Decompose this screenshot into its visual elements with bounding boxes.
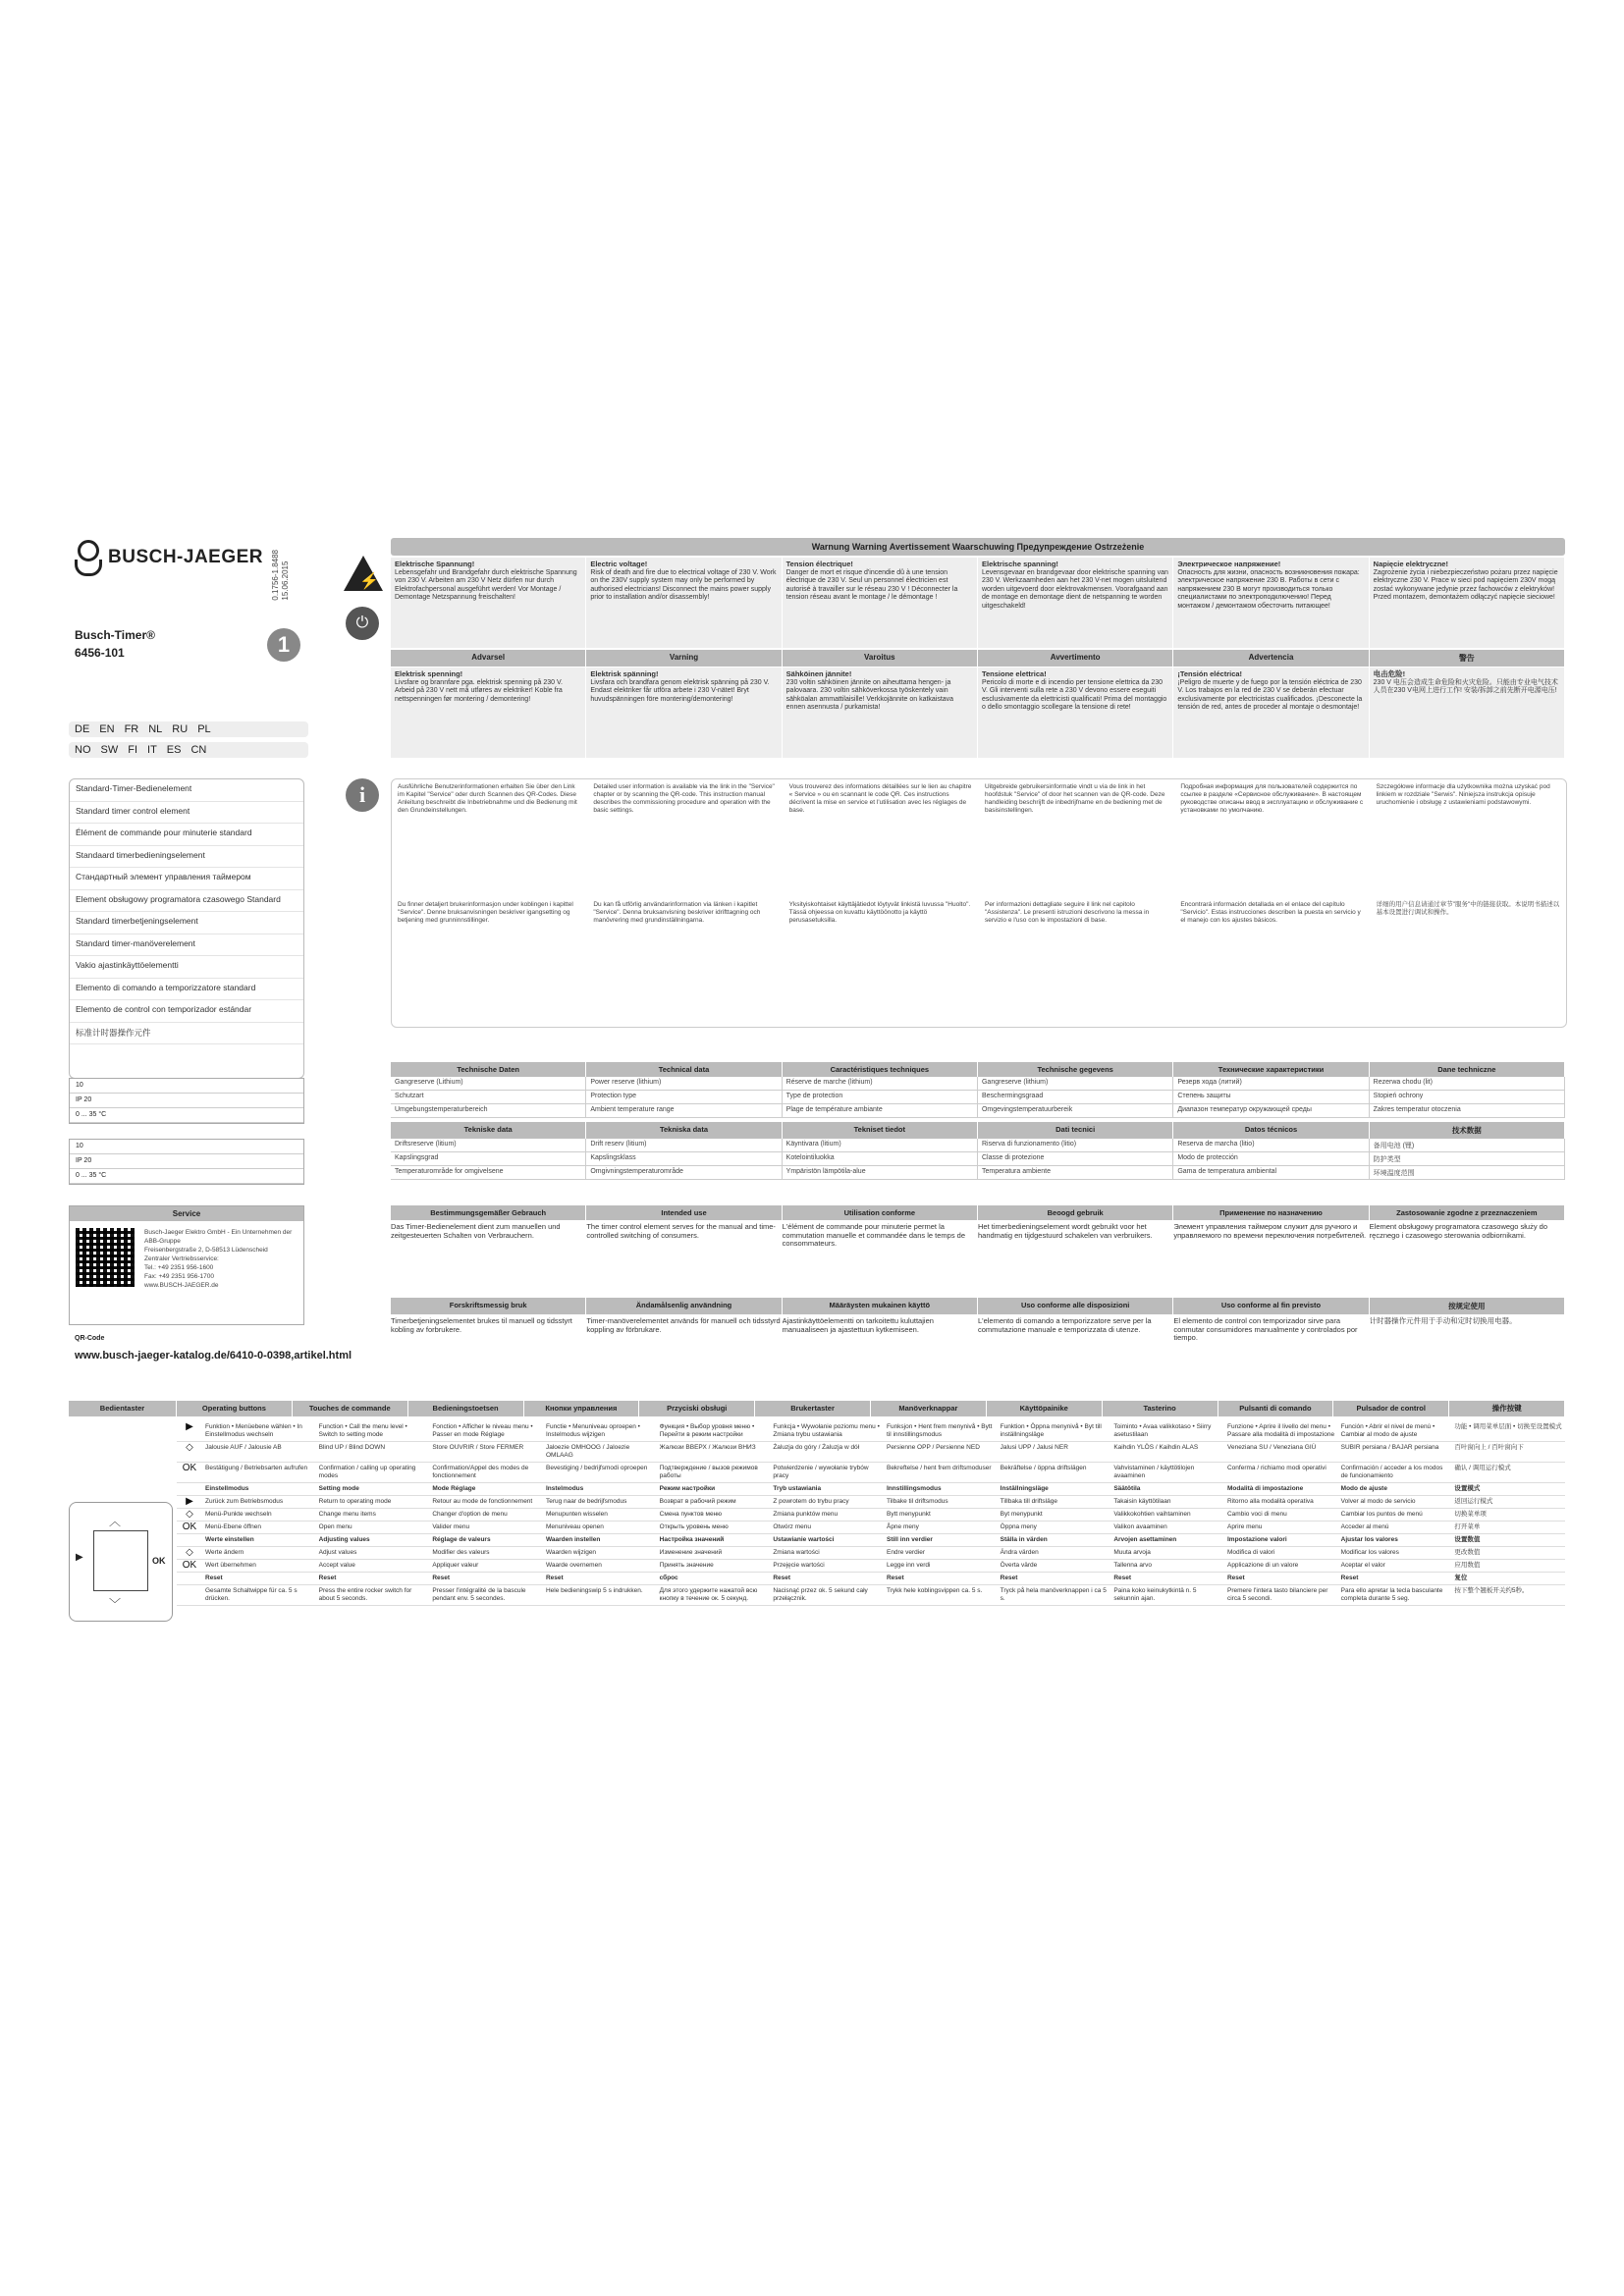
op-symbol-11: [177, 1585, 202, 1606]
operation-table: [177, 1421, 1565, 1606]
op-cell: Accept value: [316, 1560, 430, 1573]
op-cell: Jalusi UPP / Jalusi NER: [998, 1442, 1111, 1463]
list-item: Standaard timerbedieningselement: [70, 846, 303, 869]
intended-use-table-2: Forskriftsmessig bruk Ändamålsenlig användning Määräysten mukainen käyttö Uso conforme alle disposizioni Uso conforme al fin previsto 按规定使用 Timerbetjeningselementet brukes til manuell og tidsstyrt kobling av forbrukere. Timer-manöverelementet används för manuell och tidsstyrd koppling av förbrukare. Ajastinkäyttöelementti on tarkoitettu kuluttajien manuaaliseen ja ajastettuun kytkemiseen. L'elemento di comando a temporizzatore serve per la commutazione manuale e temporizzata di utenze. El elemento de control con temporizador sirve para conmutar consumidores manualmente y controlados por tiempo. 计时器操作元件用于手动和定时切换用电器。: [391, 1298, 1565, 1360]
op-cell: Potwierdzenie / wywołanie trybów pracy: [770, 1463, 884, 1483]
op-cell: Modifica di valori: [1224, 1547, 1338, 1560]
op-cell: Bevestiging / bedrijfsmodi oproepen: [543, 1463, 657, 1483]
op-cell: Applicazione di un valore: [1224, 1560, 1338, 1573]
op-cell: SUBIR persiana / BAJAR persiana: [1338, 1442, 1452, 1463]
op-cell: Change menu items: [316, 1509, 430, 1522]
op-cell: Открыть уровень меню: [657, 1522, 771, 1534]
op-cell: Confirmación / acceder a los modos de funcionamiento: [1338, 1463, 1452, 1483]
op-cell: Ajustar los valores: [1338, 1534, 1452, 1547]
op-cell: Cambio voci di menu: [1224, 1509, 1338, 1522]
op-cell: Reset: [543, 1573, 657, 1585]
op-cell: 按下整个翘板开关约5秒。: [1451, 1585, 1565, 1606]
device-illustration: [69, 1502, 173, 1622]
warning-cell: Tensione elettrica! Pericolo di morte e di incendio per tensione elettrica da 230 V. Gli interventi sulla rete a 230 V devono essere eseguiti esclusivamente da elettricisti qualificati! Prima del montaggio o dello smontaggio scollegare la tensione di rete!: [978, 667, 1173, 758]
op-cell: Przejęcie wartości: [770, 1560, 884, 1573]
op-cell: Confirmation / calling up operating modes: [316, 1463, 430, 1483]
op-cell: 打开菜单: [1451, 1522, 1565, 1534]
list-item: Стандартный элемент управления таймером: [70, 868, 303, 890]
op-cell: Einstellmodus: [202, 1483, 316, 1496]
op-cell: 切换菜单项: [1451, 1509, 1565, 1522]
op-cell: Reset: [316, 1573, 430, 1585]
warning-cell: Sähköinen jännite! 230 voltin sähköinen jännite on aiheuttama hengen- ja palovaara. 230 voltin sähköverkossa työskentely vain sähköalan ammattilaisille! Verkkojännite on katkaistava ennen asennusta / purkamista!: [783, 667, 978, 758]
product-title: Busch-Timer®: [75, 628, 155, 642]
qr-code-icon[interactable]: [76, 1228, 135, 1287]
op-cell: Vahvistaminen / käyttötilojen avaaminen: [1110, 1463, 1224, 1483]
op-cell: Waarden wijzigen: [543, 1547, 657, 1560]
lightning-icon: ⚡: [359, 573, 379, 590]
op-cell: Toiminto • Avaa valikkotaso • Siirry asetustilaan: [1110, 1421, 1224, 1442]
warning-cell: Elektrische spanning! Levensgevaar en brandgevaar door elektrische spanning van 230 V. Werkzaamheden aan het 230 V-net mogen uitsluitend worden uitgevoerd door elektrovakmensen. Voorafgaand aan de montage en demontage dient de netspanning te worden uitgeschakeld!: [978, 558, 1173, 648]
op-cell: Menü-Punkte wechseln: [202, 1509, 316, 1522]
warning-cell: Электрическое напряжение! Опасность для жизни, опасность возникновения пожара: электрическое напряжение 230 В. Работы в сети с напряжением 230 В могут производиться только специалистами по электроподключению! Перед монтажом / демонтажом обесточить питающее!: [1173, 558, 1369, 648]
op-cell: Waarde overnemen: [543, 1560, 657, 1573]
qr-label: QR-Code: [75, 1335, 105, 1342]
op-cell: Принять значение: [657, 1560, 771, 1573]
op-cell: Inställningsläge: [998, 1483, 1111, 1496]
op-cell: Åpne meny: [884, 1522, 998, 1534]
op-cell: Arvojen asettaminen: [1110, 1534, 1224, 1547]
op-cell: Жалюзи ВВЕРХ / Жалюзи ВНИЗ: [657, 1442, 771, 1463]
warning-cell: Napięcie elektryczne! Zagrożenie życia i niebezpieczeństwo pożaru przez napięcie elektryczne 230 V. Prace w sieci pod napięciem 230V mogą zostać wykonywane jedynie przez fachowców z elektryków! Przed montażem, demontażem odłączyć napięcie sieciowe!: [1370, 558, 1565, 648]
op-cell: Takaisin käyttötilaan: [1110, 1496, 1224, 1509]
op-cell: Reset: [998, 1573, 1111, 1585]
op-cell: Funzione • Aprire il livello del menu • Passare alla modalità di impostazione: [1224, 1421, 1338, 1442]
op-cell: Возврат в рабочий режим: [657, 1496, 771, 1509]
op-cell: Menupunten wisselen: [543, 1509, 657, 1522]
table-row: Umgebungstemperaturbereich Ambient temperature range Plage de température ambiante Omgevingstemperatuurbereik Диапазон температур окружающей среды Zakres temperatur otoczenia: [391, 1104, 1565, 1118]
doc-code: 0.1756-1.8488 15.06.2015: [271, 550, 290, 601]
op-cell: Valikon avaaminen: [1110, 1522, 1224, 1534]
op-cell: Aprire menu: [1224, 1522, 1338, 1534]
op-cell: Appliquer valeur: [429, 1560, 543, 1573]
op-cell: Bytt menypunkt: [884, 1509, 998, 1522]
op-cell: Muuta arvoja: [1110, 1547, 1224, 1560]
op-cell: Reset: [1338, 1573, 1452, 1585]
play-arrow-icon: ▶: [76, 1552, 83, 1563]
op-cell: Acceder al menú: [1338, 1522, 1452, 1534]
op-cell: Tryck på hela manöverknappen i ca 5 s.: [998, 1585, 1111, 1606]
tech-values-box-1: 10 IP 20 0 ... 35 °C: [69, 1078, 304, 1124]
op-cell: Instelmodus: [543, 1483, 657, 1496]
op-symbol-1: ◇: [177, 1442, 202, 1463]
service-contact: Busch-Jaeger Elektro GmbH - Ein Unternehmen der ABB-Gruppe Freisenbergstraße 2, D-58513 Lüdenscheid Zentraler Vertriebsservice: Tel.: +49 2351 956-1600 Fax: +49 2351 956-1700 www.BUSCH-JAEGER.de: [144, 1229, 293, 1289]
warning-cell: Electric voltage! Risk of death and fire due to electrical voltage of 230 V. Work on the 230V supply system may only be performed by authorised electricians! Disconnect the mains power supply prior to installation and/or disassembly!: [586, 558, 782, 648]
list-item: Element obsługowy programatora czasowego Standard: [70, 890, 303, 913]
chevron-down-icon: ﹀: [109, 1597, 122, 1611]
op-cell: Werte einstellen: [202, 1534, 316, 1547]
list-item: Elemento de control con temporizador estándar: [70, 1000, 303, 1023]
disconnect-power-icon: ⏻: [346, 607, 379, 640]
op-cell: Menü-Ebene öffnen: [202, 1522, 316, 1534]
op-cell: 确认 / 调用运行模式: [1451, 1463, 1565, 1483]
service-header: Service: [70, 1206, 303, 1221]
info-icon: i: [346, 778, 379, 812]
brand-name: BUSCH-JAEGER: [108, 547, 264, 567]
warning-subheaders: Advarsel Varning Varoitus Avvertimento Advertencia 警告: [391, 650, 1565, 667]
op-cell: Zmiana wartości: [770, 1547, 884, 1560]
list-item: Standard-Timer-Bedienelement: [70, 779, 303, 802]
op-cell: сброс: [657, 1573, 771, 1585]
op-cell: Jaloezie OMHOOG / Jaloezie OMLAAG: [543, 1442, 657, 1463]
op-cell: Tillbaka till driftsläge: [998, 1496, 1111, 1509]
op-cell: Bekreftelse / hent frem driftsmoduser: [884, 1463, 998, 1483]
op-cell: Función • Abrir el nivel de menú • Cambiar al modo de ajuste: [1338, 1421, 1452, 1442]
op-cell: Blind UP / Blind DOWN: [316, 1442, 430, 1463]
op-cell: Para ello apretar la tecla basculante completa durante 5 seg.: [1338, 1585, 1452, 1606]
op-cell: Adjusting values: [316, 1534, 430, 1547]
table-row: Gangreserve (Lithium) Power reserve (lithium) Réserve de marche (lithium) Gangreserve (lithium) Резерв хода (литий) Rezerwa chodu (lit): [391, 1077, 1565, 1091]
tech-data-table-2: Tekniske data Tekniska data Tekniset tiedot Dati tecnici Datos técnicos 技术数据 Driftsreserve (litium) Drift reserv (litium) Käyntivara (litium) Riserva di funzionamento (litio) Reserva de marcha (litio) 备用电池 (锂) Kapslingsgrad Kapslingsklass Kotelointiluokka Classe di protezione Modo de protección 防护类型 Temperaturområde for omgivelsene Omgivningstemperaturområde Ympäristön lämpötila-alue Temperatura ambiente Gama de temperatura ambiental 环境温度范围: [391, 1122, 1565, 1180]
op-cell: Reset: [770, 1573, 884, 1585]
op-symbol-5: ◇: [177, 1509, 202, 1522]
op-cell: Modificar los valores: [1338, 1547, 1452, 1560]
op-symbol-0: ▶: [177, 1421, 202, 1442]
op-cell: 设置数值: [1451, 1534, 1565, 1547]
op-cell: Return to operating mode: [316, 1496, 430, 1509]
op-cell: Nacisnąć przez ok. 5 sekund cały przełącznik.: [770, 1585, 884, 1606]
op-cell: Innstillingsmodus: [884, 1483, 998, 1496]
op-cell: Режим настройки: [657, 1483, 771, 1496]
list-item: Élément de commande pour minuterie standard: [70, 824, 303, 846]
op-cell: 返回运行模式: [1451, 1496, 1565, 1509]
op-cell: Ustawianie wartości: [770, 1534, 884, 1547]
busch-jaeger-logo-icon: [75, 538, 100, 577]
op-cell: Jalousie AUF / Jalousie AB: [202, 1442, 316, 1463]
op-cell: Changer d'option de menu: [429, 1509, 543, 1522]
intended-use-table-1: Bestimmungsgemäßer Gebrauch Intended use Utilisation conforme Beoogd gebruik Применение по назначению Zastosowanie zgodne z przeznaczeniem Das Timer-Bedienelement dient zum manuellen und zeitgesteuerten Schalten von Verbrauchern. The timer control element serves for the manual and time-controlled switching of consumers. L'élément de commande pour minuterie permet la commutation manuelle et commandée dans le temps de consommateurs. Het timerbedieningselement wordt gebruikt voor het handmatig en tijdgestuurd schakelen van verbruikers. Элемент управления таймером служит для ручного и управляемого по времени переключения потребителей. Element obsługowy programatora czasowego służy do ręcznego i czasowego sterowania odbiornikami.: [391, 1205, 1565, 1265]
op-cell: Kaihdin YLÖS / Kaihdin ALAS: [1110, 1442, 1224, 1463]
warning-header: Warnung Warning Avertissement Waarschuwing Предупреждение Ostrzeżenie: [391, 538, 1565, 556]
product-number: 6456-101: [75, 646, 125, 660]
catalog-link[interactable]: www.busch-jaeger-katalog.de/6410-0-0398,artikel.html: [75, 1350, 352, 1362]
op-cell: Hele bedieningswip 5 s indrukken.: [543, 1585, 657, 1606]
op-cell: Paina koko keinukytkintä n. 5 sekunnin ajan.: [1110, 1585, 1224, 1606]
op-cell: Valider menu: [429, 1522, 543, 1534]
op-cell: Reset: [884, 1573, 998, 1585]
service-box: [69, 1205, 304, 1325]
op-cell: Z powrotem do trybu pracy: [770, 1496, 884, 1509]
warning-cell: Elektrisk spänning! Livsfara och brandfara genom elektrisk spänning på 230 V. Endast elektriker får utföra arbete i 230 V-nätet! Bryt huvudspänningen före montering/demontering!: [586, 667, 782, 758]
tech-values-box-2: 10 IP 20 0 ... 35 °C: [69, 1139, 304, 1185]
op-cell: Tallenna arvo: [1110, 1560, 1224, 1573]
op-cell: Mode Réglage: [429, 1483, 543, 1496]
list-item: Elemento di comando a temporizzatore standard: [70, 979, 303, 1001]
warning-cell: ¡Tensión eléctrica! ¡Peligro de muerte y de fuego por la tensión eléctrica de 230 V. Los trabajos en la red de 230 V se deberán efectuar exclusivamente por electricistas cualificados. ¡Desconecte la tensión de red, antes de proceder al montaje o desmontaje!: [1173, 667, 1369, 758]
op-cell: Подтверждение / вызов режимов работы: [657, 1463, 771, 1483]
warning-row-1: [391, 558, 1565, 648]
op-cell: Otwórz menu: [770, 1522, 884, 1534]
op-cell: Terug naar de bedrijfsmodus: [543, 1496, 657, 1509]
op-cell: Överta värde: [998, 1560, 1111, 1573]
language-row-2: NO SW FI IT ES CN: [69, 742, 308, 758]
op-cell: Modalità di impostazione: [1224, 1483, 1338, 1496]
op-cell: Press the entire rocker switch for about 5 seconds.: [316, 1585, 430, 1606]
op-cell: Confirmation/Appel des modes de fonctionnement: [429, 1463, 543, 1483]
op-cell: Trykk hele koblingsvippen ca. 5 s.: [884, 1585, 998, 1606]
op-cell: Function • Call the menu level • Switch to setting mode: [316, 1421, 430, 1442]
op-cell: Wert übernehmen: [202, 1560, 316, 1573]
warning-cell: Elektrisk spenning! Livsfare og brannfare pga. elektrisk spenning på 230 V. Arbeid på 230 V nett må utføres av elektriker! Koble fra nettspenningen før montering / demontering!: [391, 667, 586, 758]
step-badge: 1: [267, 628, 300, 662]
info-box: Ausführliche Benutzerinformationen erhalten Sie über den Link im Kapitel "Service" oder durch Scannen des QR-Codes. Diese Anleitung beschreibt die Inbetriebnahme und die Bedienung mit den Grundeinstellungen. Detailed user information is available via the link in the "Service" chapter or by scanning the QR-code. This instruction manual describes the commissioning procedure and operation with the basic settings. Vous trouverez des informations détaillées sur le lien au chapitre « Service » ou en scannant le code QR. Ces instructions décrivent la mise en service et l'utilisation avec les réglages de base. Uitgebreide gebruikersinformatie vindt u via de link in het hoofdstuk "Service" of door het scannen van de QR-code. Deze handleiding beschrijft de inbedrijfname en de bediening met de basisinstellingen. Подробная информация для пользователей содержится по ссылке в разделе «Сервисное обслуживание». В настоящем руководстве описаны ввод в эксплуатацию и обслуживание с установками по умолчанию. Szczegółowe informacje dla użytkownika można uzyskać pod linkiem w rozdziale "Serwis". Niniejsza instrukcja opisuje uruchomienie i obsługę z ustawieniami podstawowymi. Du finner detaljert brukerinformasjon under koblingen i kapittel "Service". Denne bruksanvisningen beskriver igangsetting og betjening med grunninnstillinger. Du kan få utförlig användarinformation via länken i kapitlet "Service". Denna bruksanvisning beskriver idrifttagning och manövrering med grundinställningarna. Yksityiskohtaiset käyttäjätiedot löytyvät linkistä luvussa "Huolto". Tässä ohjeessa on kuvattu käyttöönotto ja käyttö perusasetuksilla. Per informazioni dettagliate seguire il link nel capitolo "Assistenza". Le presenti istruzioni descrivono la messa in servizio e l'uso con le impostazioni di base. Encontrará información detallada en el enlace del capítulo "Servicio". Estas instrucciones describen la puesta en servicio y el manejo con los ajustes básicos. 详细的用户信息请通过章节"服务"中的链接获取。本说明书描述以基本设置进行调试和操作。: [391, 778, 1567, 1028]
op-symbol-3: [177, 1483, 202, 1496]
op-cell: Säätötila: [1110, 1483, 1224, 1496]
op-cell: Funktion • Menüebene wählen • In Einstellmodus wechseln: [202, 1421, 316, 1442]
op-cell: Open menu: [316, 1522, 430, 1534]
op-cell: Cambiar los puntos de menú: [1338, 1509, 1452, 1522]
list-item: Standard timer control element: [70, 802, 303, 825]
list-item: 标准计时器操作元件: [70, 1023, 303, 1045]
op-cell: Zurück zum Betriebsmodus: [202, 1496, 316, 1509]
op-cell: 设置模式: [1451, 1483, 1565, 1496]
op-cell: Still inn verdier: [884, 1534, 998, 1547]
brand-logo: [75, 538, 263, 577]
op-cell: Menuniveau openen: [543, 1522, 657, 1534]
op-cell: Funkcja • Wywołanie poziomu menu • Zmiana trybu ustawiania: [770, 1421, 884, 1442]
op-symbol-7: [177, 1534, 202, 1547]
language-row-1: DE EN FR NL RU PL: [69, 721, 308, 737]
op-cell: Réglage de valeurs: [429, 1534, 543, 1547]
operation-header: Bedientaster Operating buttons Touches de commande Bedieningstoetsen Кнопки управления Przyciski obsługi Brukertaster Manöverknappar Käyttöpainike Tasterino Pulsanti di comando Pulsador de control 操作按键: [69, 1401, 1565, 1416]
op-cell: Volver al modo de servicio: [1338, 1496, 1452, 1509]
list-item: Standard timer-manöverelement: [70, 934, 303, 957]
op-cell: Presser l'intégralité de la bascule pendant env. 5 secondes.: [429, 1585, 543, 1606]
op-cell: Modo de ajuste: [1338, 1483, 1452, 1496]
list-item: Standard timerbetjeningselement: [70, 912, 303, 934]
op-symbol-8: ◇: [177, 1547, 202, 1560]
op-cell: Reset: [202, 1573, 316, 1585]
op-cell: Adjust values: [316, 1547, 430, 1560]
warning-cell: 电击危险! 230 V 电压会造成生命危险和火灾危险。只能由专业电气技术人员在230 V电网上进行工作! 安装/拆卸之前先断开电源电压!: [1370, 667, 1565, 758]
op-cell: Reset: [1224, 1573, 1338, 1585]
op-cell: Werte ändern: [202, 1547, 316, 1560]
op-cell: Setting mode: [316, 1483, 430, 1496]
op-cell: 复位: [1451, 1573, 1565, 1585]
op-cell: Żaluzja do góry / Żaluzja w dół: [770, 1442, 884, 1463]
op-cell: Funktion • Öppna menynivå • Byt till inställningsläge: [998, 1421, 1111, 1442]
op-symbol-4: ▶: [177, 1496, 202, 1509]
op-cell: Waarden instellen: [543, 1534, 657, 1547]
op-cell: Ställa in värden: [998, 1534, 1111, 1547]
element-name-list: [69, 778, 304, 1079]
op-cell: Tryb ustawiania: [770, 1483, 884, 1496]
op-symbol-2: OK: [177, 1463, 202, 1483]
op-cell: Retour au mode de fonctionnement: [429, 1496, 543, 1509]
op-cell: 百叶窗向上 / 百叶窗向下: [1451, 1442, 1565, 1463]
warning-row-2: [391, 667, 1565, 758]
op-cell: Conferma / richiamo modi operativi: [1224, 1463, 1338, 1483]
op-cell: Funksjon • Hent frem menynivå • Bytt til innstillingsmodus: [884, 1421, 998, 1442]
tech-data-table-1: Technische Daten Technical data Caractéristiques techniques Technische gegevens Технические характеристики Dane techniczne Gangreserve (Lithium) Power reserve (lithium) Réserve de marche (lithium) Gangreserve (lithium) Резерв хода (литий) Rezerwa chodu (lit) Schutzart Protection type Type de protection Beschermingsgraad Степень защиты Stopień ochrony Umgebungstemperaturbereich Ambient temperature range Plage de température ambiante Omgevingstemperatuurbereik Диапазон температур окружающей среды Zakres temperatur otoczenia: [391, 1062, 1565, 1118]
op-cell: Öppna meny: [998, 1522, 1111, 1534]
op-cell: Veneziana SU / Veneziana GIÙ: [1224, 1442, 1338, 1463]
op-cell: Fonction • Afficher le niveau menu • Passer en mode Réglage: [429, 1421, 543, 1442]
op-cell: Premere l'intera tasto bilanciere per circa 5 secondi.: [1224, 1585, 1338, 1606]
op-symbol-6: OK: [177, 1522, 202, 1534]
op-cell: 功能 • 调用菜单层面 • 切换至设置模式: [1451, 1421, 1565, 1442]
op-cell: Bestätigung / Betriebsarten aufrufen: [202, 1463, 316, 1483]
table-row: Schutzart Protection type Type de protection Beschermingsgraad Степень защиты Stopień ochrony: [391, 1091, 1565, 1104]
op-cell: Impostazione valori: [1224, 1534, 1338, 1547]
op-cell: 应用数值: [1451, 1560, 1565, 1573]
op-cell: Valikkokohtien vaihtaminen: [1110, 1509, 1224, 1522]
op-cell: Смена пунктов меню: [657, 1509, 771, 1522]
op-cell: Byt menypunkt: [998, 1509, 1111, 1522]
op-cell: Ritorno alla modalità operativa: [1224, 1496, 1338, 1509]
table-row: Kapslingsgrad Kapslingsklass Kotelointiluokka Classe di protezione Modo de protección 防护类型: [391, 1152, 1565, 1166]
op-cell: Gesamte Schaltwippe für ca. 5 s drücken.: [202, 1585, 316, 1606]
ok-label: OK: [152, 1556, 166, 1566]
op-cell: Zmiana punktów menu: [770, 1509, 884, 1522]
op-symbol-9: OK: [177, 1560, 202, 1573]
op-cell: Изменение значений: [657, 1547, 771, 1560]
table-row: Driftsreserve (litium) Drift reserv (litium) Käyntivara (litium) Riserva di funzionamento (litio) Reserva de marcha (litio) 备用电池 (锂): [391, 1139, 1565, 1152]
warning-cell: Elektrische Spannung! Lebensgefahr und Brandgefahr durch elektrische Spannung von 230 V. Arbeiten am 230 V Netz dürfen nur durch Elektrofachpersonal ausgeführt werden! Vor Montage / Demontage Netzspannung freischalten!: [391, 558, 586, 648]
op-cell: Настройка значений: [657, 1534, 771, 1547]
op-cell: Store OUVRIR / Store FERMER: [429, 1442, 543, 1463]
op-cell: Tilbake til driftsmodus: [884, 1496, 998, 1509]
op-cell: Legge inn verdi: [884, 1560, 998, 1573]
op-cell: Functie • Menuniveau oproepen • Instelmodus wijzigen: [543, 1421, 657, 1442]
op-cell: Reset: [429, 1573, 543, 1585]
op-cell: Aceptar el valor: [1338, 1560, 1452, 1573]
device-display: [93, 1530, 148, 1591]
list-item: Vakio ajastinkäyttöelementti: [70, 956, 303, 979]
op-cell: Persienne OPP / Persienne NED: [884, 1442, 998, 1463]
table-row: Temperaturområde for omgivelsene Omgivningstemperaturområde Ympäristön lämpötila-alue Temperatura ambiente Gama de temperatura ambiental 环境温度范围: [391, 1166, 1565, 1180]
op-cell: Modifier des valeurs: [429, 1547, 543, 1560]
warning-cell: Tension électrique! Danger de mort et risque d'incendie dû à une tension électrique de 230 V. Seul un personnel électricien est autorisé à travailler sur le réseau 230 V ! Déconnecter la tension réseau avant le montage / le démontage !: [783, 558, 978, 648]
op-cell: Функция • Выбор уровня меню • Перейти в режим настройки: [657, 1421, 771, 1442]
op-cell: Reset: [1110, 1573, 1224, 1585]
op-cell: Ändra värden: [998, 1547, 1111, 1560]
chevron-up-icon: ︿: [109, 1515, 122, 1528]
op-cell: Для этого удержите нажатой всю кнопку в течение ок. 5 секунд.: [657, 1585, 771, 1606]
op-symbol-10: [177, 1573, 202, 1585]
op-cell: Endre verdier: [884, 1547, 998, 1560]
op-cell: 更改数值: [1451, 1547, 1565, 1560]
op-cell: Bekräftelse / öppna driftslägen: [998, 1463, 1111, 1483]
